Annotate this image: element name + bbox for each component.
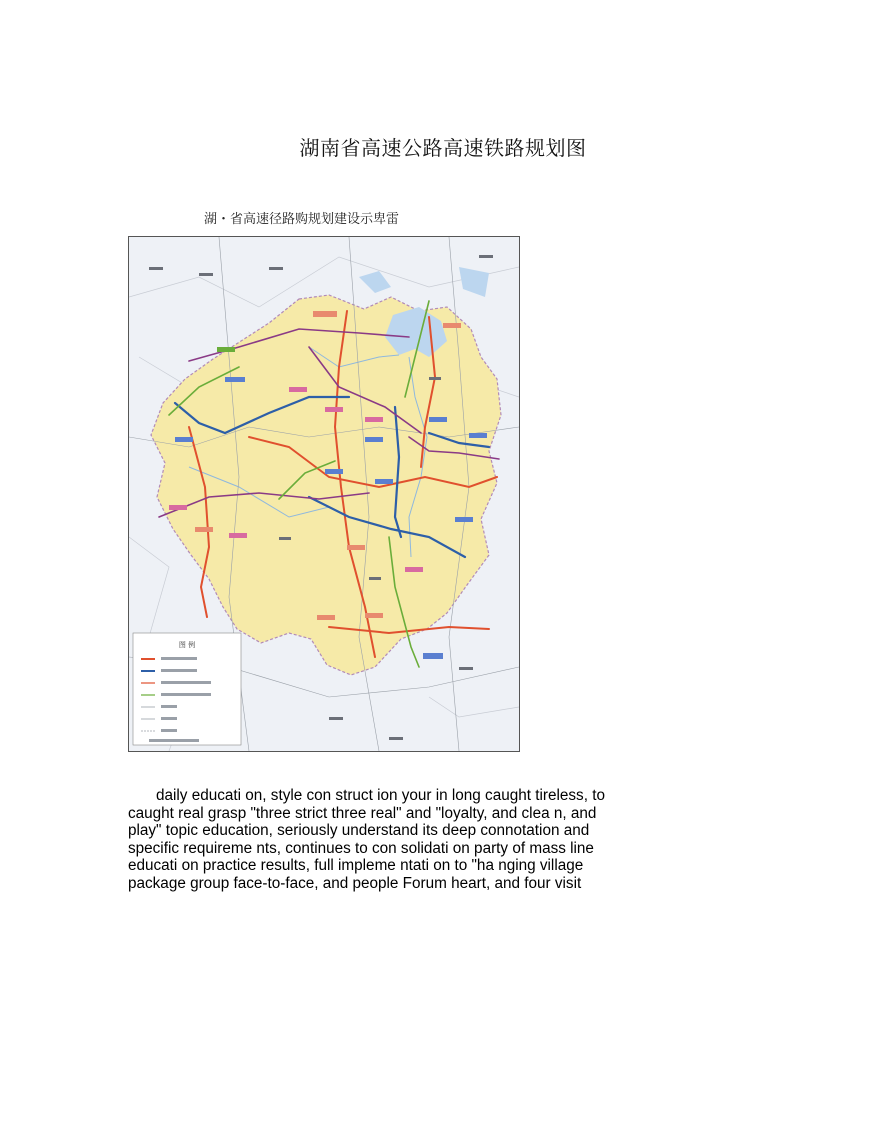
- map-legend: [133, 633, 241, 745]
- hunan-road-rail-map: [128, 236, 520, 752]
- legend-title: 图 例: [178, 641, 196, 649]
- figure-caption: 湖・省高速径路购规划建设示卑雷: [204, 212, 400, 227]
- body-paragraph: [128, 787, 628, 892]
- document-title: 湖南省高速公路高速铁路规划图: [299, 136, 587, 160]
- paragraph-text: daily educati on, style con struct ion your in long caught tireless, to caught real grasp "three strict three real" and "loyalty, and clea n, and play" topic education, seriously understand its deep connotation and specific requireme nts, continues to con solidati on party of mass line educati on practice results, full impleme ntati on to "ha nging village package group face-to-face, and people Forum heart, and four visit: [128, 787, 605, 892]
